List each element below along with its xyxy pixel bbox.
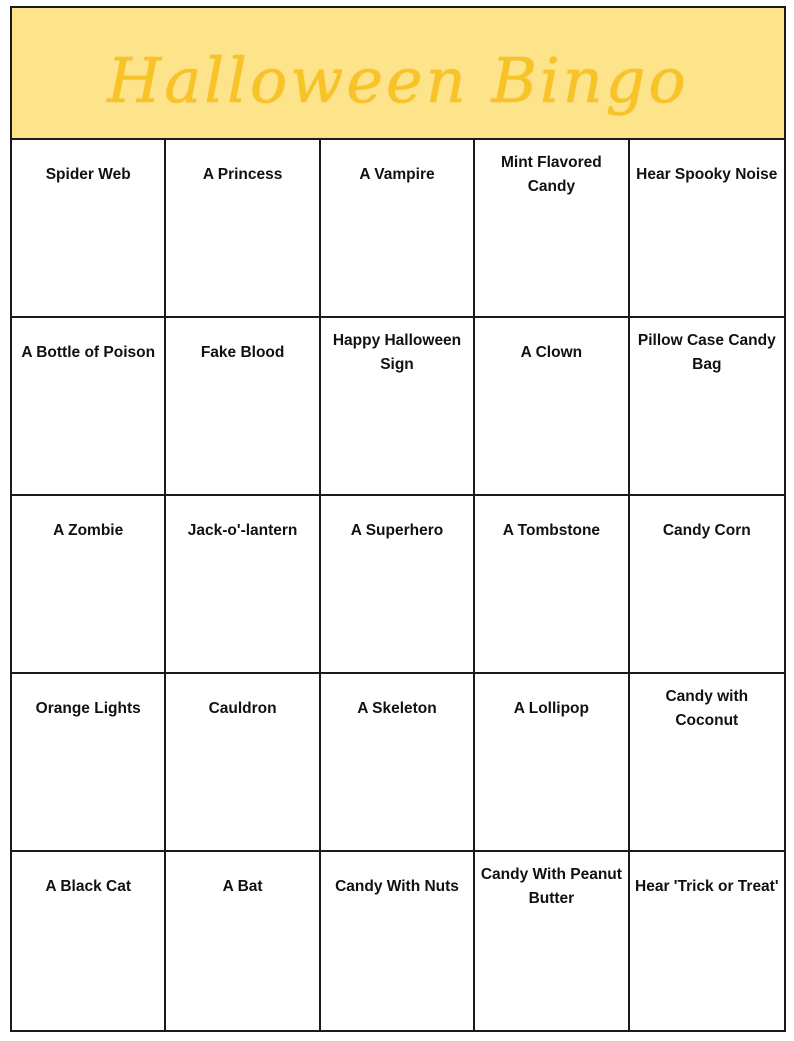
bingo-cell-label: A Clown (520, 344, 583, 361)
page-title: Halloween Bingo (107, 43, 689, 117)
bingo-cell[interactable] (475, 674, 629, 852)
bingo-grid (12, 140, 784, 1030)
bingo-cell[interactable] (475, 496, 629, 674)
bingo-cell[interactable] (12, 674, 166, 852)
bingo-cell[interactable] (630, 852, 784, 1030)
bingo-cell-label: Orange Lights (35, 700, 141, 717)
bingo-cell[interactable] (321, 140, 475, 318)
bingo-cell-label: Mint Flavored Candy (501, 154, 602, 195)
bingo-cell[interactable] (12, 140, 166, 318)
bingo-cell[interactable] (166, 852, 320, 1030)
bingo-cell-label: A Superhero (350, 522, 444, 539)
bingo-cell[interactable] (12, 318, 166, 496)
bingo-cell[interactable] (475, 140, 629, 318)
bingo-card (10, 6, 786, 1032)
bingo-cell[interactable] (475, 318, 629, 496)
bingo-cell-label: Hear 'Trick or Treat' (635, 878, 779, 895)
bingo-cell[interactable] (630, 318, 784, 496)
bingo-cell-label: Happy Halloween Sign (332, 332, 462, 373)
bingo-cell[interactable] (630, 140, 784, 318)
bingo-cell[interactable] (12, 496, 166, 674)
bingo-cell[interactable] (166, 318, 320, 496)
bingo-cell-label: Candy with Coconut (665, 688, 749, 729)
bingo-cell-label: A Princess (202, 166, 283, 183)
bingo-cell[interactable] (321, 852, 475, 1030)
bingo-cell[interactable] (321, 318, 475, 496)
bingo-cell-label: Jack-o'-lantern (187, 522, 298, 539)
bingo-cell-label: Cauldron (208, 700, 277, 717)
bingo-cell-label: Candy Corn (662, 522, 751, 539)
bingo-cell-label: A Bottle of Poison (21, 344, 156, 361)
bingo-cell[interactable] (630, 674, 784, 852)
bingo-cell[interactable] (630, 496, 784, 674)
bingo-cell-label: A Vampire (359, 166, 435, 183)
bingo-cell[interactable] (166, 140, 320, 318)
bingo-cell-label: A Bat (222, 878, 263, 895)
bingo-cell-label: A Lollipop (513, 700, 589, 717)
bingo-cell-label: Pillow Case Candy Bag (637, 332, 776, 373)
bingo-cell[interactable] (166, 496, 320, 674)
bingo-cell[interactable] (475, 852, 629, 1030)
bingo-cell-label: A Zombie (53, 522, 124, 539)
header-banner (12, 8, 784, 140)
bingo-cell[interactable] (321, 674, 475, 852)
bingo-cell[interactable] (321, 496, 475, 674)
bingo-cell[interactable] (12, 852, 166, 1030)
bingo-cell-label: Hear Spooky Noise (636, 166, 778, 183)
bingo-cell-label: A Tombstone (502, 522, 601, 539)
bingo-cell[interactable] (166, 674, 320, 852)
bingo-cell-label: Fake Blood (200, 344, 285, 361)
bingo-cell-label: Spider Web (45, 166, 131, 183)
bingo-cell-label: A Skeleton (357, 700, 437, 717)
bingo-cell-label: Candy With Nuts (335, 878, 459, 895)
bingo-cell-label: A Black Cat (45, 878, 131, 895)
bingo-cell-label: Candy With Peanut Butter (480, 866, 622, 907)
